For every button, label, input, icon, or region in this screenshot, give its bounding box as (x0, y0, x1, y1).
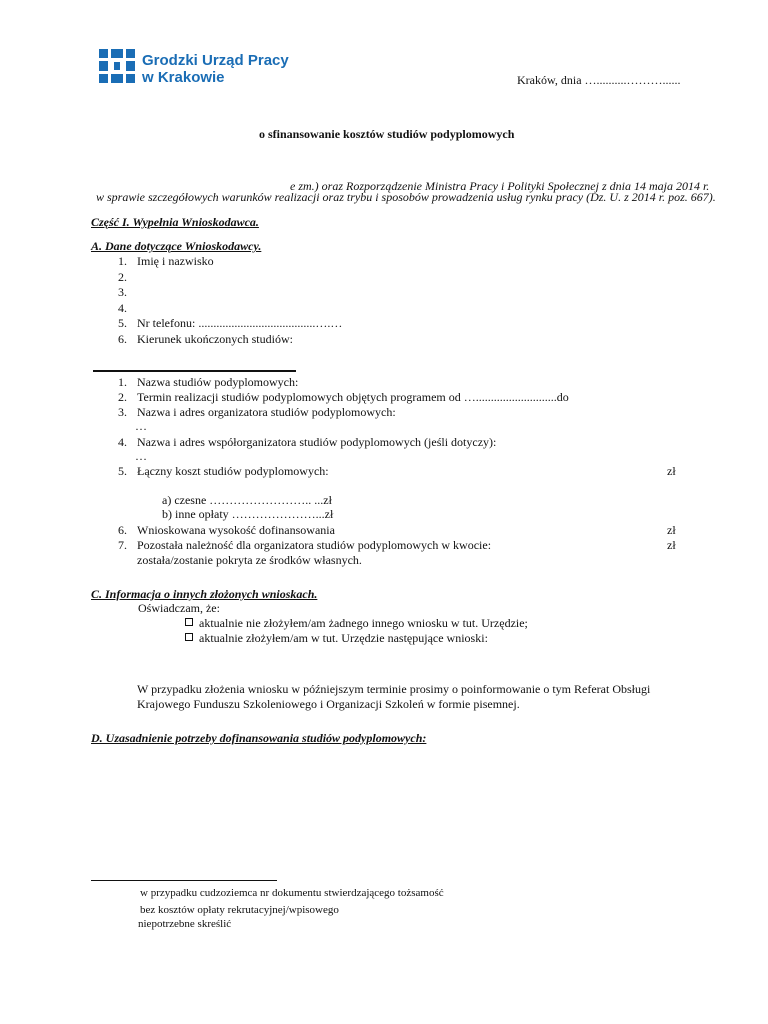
fee-other: b) inne opłaty …………………...zł (162, 507, 334, 521)
option-other-applications[interactable]: aktualnie złożyłem/am w tut. Urzędzie następujące wnioski: (185, 631, 488, 646)
declaration-label: Oświadczam, że: (138, 601, 220, 615)
list-item: 3. Nazwa i adres organizatora studiów podyplomowych: (118, 405, 396, 419)
part1-heading: Część I. Wypełnia Wnioskodawca. (91, 215, 259, 229)
footnote-separator (91, 880, 277, 881)
legal-basis-line2: w sprawie szczegółowych warunków realizacji oraz trybu i sposobów prowadzenia usług rynku pracy (Dz. U. z 2014 r. poz. 667). (96, 190, 716, 204)
list-item: 1. Nazwa studiów podyplomowych: (118, 375, 299, 389)
list-item: 6. Wnioskowana wysokość dofinansowania (118, 523, 335, 537)
logo-line2: w Krakowie (142, 69, 225, 86)
section-a-heading: A. Dane dotyczące Wnioskodawcy. (91, 239, 262, 253)
list-item: 6. Kierunek ukończonych studiów: (118, 331, 293, 346)
list-item: 5. Nr telefonu: .......................................….… (118, 316, 343, 330)
currency-label: zł (667, 523, 676, 537)
ellipsis-text: … (135, 419, 147, 433)
logo-icon (99, 49, 135, 83)
list-item: 1. Imię i nazwisko (118, 254, 214, 268)
option-no-other-applications[interactable]: aktualnie nie złożyłem/am żadnego innego wniosku w tut. Urzędzie; (185, 616, 528, 631)
list-item: 4. Nazwa i adres współorganizatora studiów podyplomowych (jeśli dotyczy): (118, 435, 497, 449)
checkbox-icon[interactable] (185, 633, 193, 641)
list-item: 4. (118, 300, 127, 315)
section-b-rule (93, 370, 296, 372)
section-a-list (113, 254, 342, 347)
notice-line2: Krajowego Funduszu Szkoleniowego i Organizacji Szkoleń w formie pisemnej. (137, 697, 520, 711)
list-item: 3. (118, 285, 127, 299)
footnote-1: w przypadku cudzoziemca nr dokumentu stwierdzającego tożsamość (140, 887, 444, 899)
ellipsis-text: … (135, 449, 147, 463)
list-item: 2. Termin realizacji studiów podyplomowych objętych programem od …...........................do (118, 390, 569, 404)
page-title: o sfinansowanie kosztów studiów podyplomowych (259, 127, 515, 141)
currency-label: zł (667, 464, 676, 478)
section-d-heading: D. Uzasadnienie potrzeby dofinansowania studiów podyplomowych: (91, 731, 427, 745)
place-date: Kraków, dnia …..........………...... (517, 73, 681, 87)
legal-basis-line1: e zm.) oraz Rozporządzenie Ministra Pracy i Polityki Społecznej z dnia 14 maja 2014 r. (290, 179, 710, 193)
currency-label: zł (667, 538, 676, 552)
fee-tuition: a) czesne …………………….. ...zł (162, 493, 332, 507)
footnote-2: bez kosztów opłaty rekrutacyjnej/wpisowego (140, 904, 339, 916)
notice-line1: W przypadku złożenia wniosku w późniejszym terminie prosimy o poinformowanie o tym Referat Obsługi (137, 682, 651, 696)
section-c-heading: C. Informacja o innych złożonych wnioskach. (91, 587, 318, 601)
footnote-3: niepotrzebne skreślić (138, 918, 232, 930)
list-item: 7. Pozostała należność dla organizatora studiów podyplomowych w kwocie: (118, 538, 492, 552)
remaining-note: została/zostanie pokryta ze środków własnych. (137, 553, 362, 567)
list-item: 2. (118, 269, 127, 284)
checkbox-icon[interactable] (185, 618, 193, 626)
list-item: 5. Łączny koszt studiów podyplomowych: (118, 464, 329, 478)
logo-line1: Grodzki Urząd Pracy (142, 52, 289, 69)
logo-text (142, 52, 289, 86)
